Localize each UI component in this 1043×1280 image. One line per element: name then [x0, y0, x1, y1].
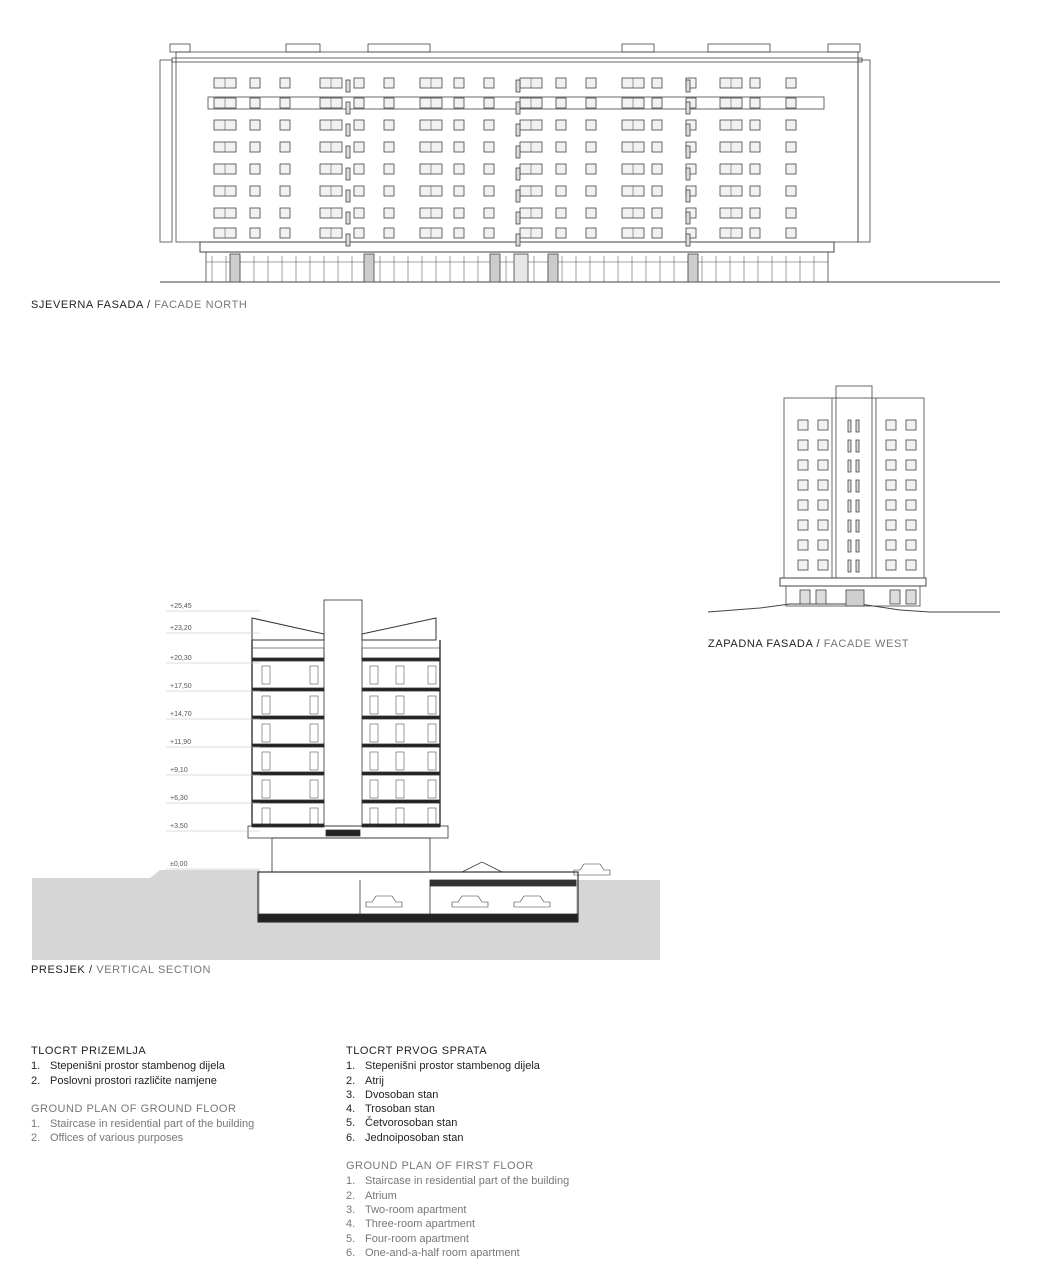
entrance-door: [846, 590, 864, 606]
legend-item: 2. Offices of various purposes: [31, 1132, 184, 1145]
legend-ground-floor: [31, 1044, 254, 1146]
door: [396, 724, 404, 742]
level-label: ±0,00: [170, 861, 188, 868]
window: [798, 420, 808, 430]
window: [454, 186, 464, 196]
legend-item: 5. Četvorosoban stan: [346, 1117, 458, 1130]
window: [454, 120, 464, 130]
door: [310, 780, 318, 798]
window: [886, 420, 896, 430]
door: [310, 724, 318, 742]
window: [484, 120, 494, 130]
side-wall-right: [858, 60, 870, 242]
floor-slab: [362, 658, 440, 661]
stair-slit: [686, 212, 690, 224]
window: [454, 164, 464, 174]
window: [586, 186, 596, 196]
door: [262, 752, 270, 770]
window: [818, 500, 828, 510]
window: [484, 208, 494, 218]
window: [354, 186, 364, 196]
window: [280, 78, 290, 88]
stair-slit: [516, 168, 520, 180]
legend-item: 2. Atrium: [346, 1189, 397, 1202]
door: [310, 666, 318, 684]
door: [396, 666, 404, 684]
legend-item: 3. Dvosoban stan: [346, 1088, 439, 1101]
stair-tower: [836, 386, 872, 578]
door: [428, 780, 436, 798]
vertical-section-drawing: [0, 580, 680, 970]
main-entrance: [514, 254, 528, 282]
window: [652, 208, 662, 218]
window: [886, 540, 896, 550]
legend-first-title-local: TLOCRT PRVOG SPRATA: [346, 1045, 488, 1057]
window: [354, 142, 364, 152]
pavilion-roof: [462, 862, 502, 872]
stair-slit: [516, 124, 520, 136]
door: [370, 696, 378, 714]
entrance-door: [230, 254, 240, 282]
stair-slit: [516, 212, 520, 224]
stair-slit: [848, 500, 851, 512]
window: [556, 208, 566, 218]
floor-slab: [362, 772, 440, 775]
window: [556, 186, 566, 196]
window: [798, 440, 808, 450]
car: [366, 896, 402, 907]
stair-slit: [346, 212, 350, 224]
car: [452, 896, 488, 907]
stair-slit: [686, 190, 690, 202]
stair-slit: [686, 234, 690, 246]
window: [250, 186, 260, 196]
stair-slit: [848, 520, 851, 532]
stair-slit: [848, 460, 851, 472]
window: [818, 560, 828, 570]
window: [586, 208, 596, 218]
window: [786, 186, 796, 196]
window: [280, 228, 290, 238]
stair-slit: [856, 540, 859, 552]
window: [280, 120, 290, 130]
window: [586, 98, 596, 108]
window: [818, 540, 828, 550]
window: [250, 228, 260, 238]
window: [818, 420, 828, 430]
window: [750, 120, 760, 130]
floor-slab: [252, 772, 324, 775]
window: [798, 500, 808, 510]
window: [798, 520, 808, 530]
stair-slit: [856, 460, 859, 472]
stair-slit: [848, 560, 851, 572]
stair-slit: [346, 80, 350, 92]
roof-structure: [170, 44, 190, 52]
legend-item: 4. Three-room apartment: [346, 1218, 476, 1231]
window: [556, 142, 566, 152]
stair-slit: [686, 146, 690, 158]
stair-slit: [686, 102, 690, 114]
window: [384, 186, 394, 196]
window: [906, 460, 916, 470]
window: [556, 228, 566, 238]
roof-right: [362, 618, 436, 640]
window: [586, 120, 596, 130]
stair-core: [324, 600, 362, 826]
window: [384, 98, 394, 108]
window: [818, 460, 828, 470]
stair-slit: [346, 146, 350, 158]
door: [370, 724, 378, 742]
ground-window: [890, 590, 900, 604]
door: [370, 666, 378, 684]
window: [354, 228, 364, 238]
legend-ground-title-english: GROUND PLAN OF GROUND FLOOR: [31, 1102, 237, 1115]
window: [906, 560, 916, 570]
level-label: +20,30: [170, 655, 192, 662]
level-label: +17,50: [170, 683, 192, 690]
core-slab: [326, 830, 360, 836]
window: [798, 560, 808, 570]
window: [652, 186, 662, 196]
car: [514, 896, 550, 907]
window: [906, 440, 916, 450]
window: [556, 98, 566, 108]
window: [354, 164, 364, 174]
stair-slit: [856, 500, 859, 512]
window: [818, 440, 828, 450]
west-facade-drawing: [700, 380, 1000, 620]
window: [586, 78, 596, 88]
stair-slit: [346, 102, 350, 114]
floor-slab: [252, 716, 324, 719]
north-facade-drawing: [0, 0, 1043, 300]
legend-item: 6. One-and-a-half room apartment: [346, 1246, 520, 1259]
door: [310, 808, 318, 826]
window: [484, 186, 494, 196]
window: [484, 78, 494, 88]
west-caption-english: FACADE WEST: [823, 638, 910, 650]
level-label: +14,70: [170, 711, 192, 718]
legend-item: 1. Staircase in residential part of the building: [346, 1175, 570, 1188]
west-caption-local: ZAPADNA FASADA: [708, 638, 813, 650]
window: [786, 208, 796, 218]
stair-slit: [848, 440, 851, 452]
floor-slab: [252, 688, 324, 691]
door: [310, 696, 318, 714]
window: [750, 186, 760, 196]
window: [750, 142, 760, 152]
ground-floor-volume: [272, 838, 430, 872]
window: [354, 98, 364, 108]
roof-structure: [622, 44, 654, 52]
legend-item: 4. Trosoban stan: [346, 1103, 435, 1116]
level-label: +11,90: [170, 739, 192, 746]
window: [652, 78, 662, 88]
window: [818, 480, 828, 490]
window: [250, 142, 260, 152]
window: [786, 142, 796, 152]
level-label: +9,10: [170, 767, 188, 774]
roof-structure: [708, 44, 770, 52]
window: [484, 164, 494, 174]
window: [786, 164, 796, 174]
window: [818, 520, 828, 530]
window: [906, 500, 916, 510]
window: [384, 228, 394, 238]
door: [262, 666, 270, 684]
section-caption-english: VERTICAL SECTION: [96, 964, 212, 976]
floor-slab: [252, 824, 324, 827]
door: [262, 696, 270, 714]
legend-first-title-english: GROUND PLAN OF FIRST FLOOR: [346, 1160, 534, 1173]
window: [556, 78, 566, 88]
window: [556, 120, 566, 130]
window: [280, 164, 290, 174]
stair-slit: [856, 560, 859, 572]
stair-slit: [346, 190, 350, 202]
entrance-door: [548, 254, 558, 282]
legend-item: 1. Stepenišni prostor stambenog dijela: [346, 1060, 540, 1073]
window: [384, 78, 394, 88]
door: [310, 752, 318, 770]
window: [586, 142, 596, 152]
window: [250, 98, 260, 108]
level-label: +3,50: [170, 823, 188, 830]
foundation-slab: [258, 914, 578, 922]
window: [786, 120, 796, 130]
window: [652, 120, 662, 130]
legend-item: 1. Stepenišni prostor stambenog dijela: [31, 1060, 225, 1073]
window: [454, 142, 464, 152]
window: [250, 120, 260, 130]
door: [370, 808, 378, 826]
door: [262, 808, 270, 826]
window: [652, 228, 662, 238]
window: [906, 480, 916, 490]
floor-slab: [362, 800, 440, 803]
level-label: +6,30: [170, 795, 188, 802]
stair-slit: [346, 234, 350, 246]
window: [384, 208, 394, 218]
basement-slab: [430, 880, 576, 886]
window: [280, 98, 290, 108]
stair-slit: [686, 124, 690, 136]
window: [886, 460, 896, 470]
section-caption-local: PRESJEK: [31, 964, 86, 976]
window: [652, 142, 662, 152]
window: [280, 142, 290, 152]
legend-ground-items-local: [31, 1059, 254, 1088]
legend-item: 2. Poslovni prostori različite namjene: [31, 1074, 217, 1087]
window: [354, 208, 364, 218]
window: [886, 440, 896, 450]
entrance-door: [364, 254, 374, 282]
stair-slit: [848, 420, 851, 432]
stair-slit: [346, 124, 350, 136]
window: [250, 208, 260, 218]
level-label: +25,45: [170, 603, 192, 610]
ground-window: [906, 590, 916, 604]
level-label: +23,20: [170, 625, 192, 632]
floor-slab: [252, 658, 324, 661]
window: [750, 164, 760, 174]
side-wall-left: [160, 60, 172, 242]
stair-slit: [346, 168, 350, 180]
legend-item: 2. Atrij: [346, 1074, 384, 1087]
car: [574, 864, 610, 875]
window: [906, 540, 916, 550]
window: [750, 98, 760, 108]
floor-slab: [362, 688, 440, 691]
stair-slit: [856, 420, 859, 432]
window: [798, 540, 808, 550]
stair-slit: [686, 168, 690, 180]
window: [556, 164, 566, 174]
window: [484, 228, 494, 238]
window: [586, 164, 596, 174]
door: [428, 808, 436, 826]
door: [428, 752, 436, 770]
floor-slab: [362, 744, 440, 747]
window: [786, 78, 796, 88]
window: [652, 164, 662, 174]
door: [370, 780, 378, 798]
entrance-door: [688, 254, 698, 282]
roof-structure: [368, 44, 430, 52]
window: [384, 164, 394, 174]
roof-structure: [828, 44, 860, 52]
stair-slit: [516, 234, 520, 246]
entrance-door: [490, 254, 500, 282]
legend-ground-title-local: TLOCRT PRIZEMLJA: [31, 1045, 147, 1057]
stair-slit: [856, 440, 859, 452]
stair-slit: [856, 520, 859, 532]
legend-item: 6. Jednoiposoban stan: [346, 1131, 464, 1144]
legend-item: 1. Staircase in residential part of the building: [31, 1118, 255, 1131]
window: [454, 208, 464, 218]
window: [250, 78, 260, 88]
door: [428, 724, 436, 742]
door: [396, 752, 404, 770]
window: [586, 228, 596, 238]
window: [484, 98, 494, 108]
west-facade-caption: ZAPADNA FASADA / FACADE WEST: [708, 638, 910, 650]
ground-window: [800, 590, 810, 604]
window: [786, 98, 796, 108]
window: [652, 98, 662, 108]
door: [262, 724, 270, 742]
door: [396, 696, 404, 714]
stair-slit: [848, 540, 851, 552]
north-caption-english: FACADE NORTH: [154, 299, 248, 311]
window: [906, 420, 916, 430]
floor-slab: [252, 744, 324, 747]
stair-slit: [848, 480, 851, 492]
ground-window: [816, 590, 826, 604]
north-caption-local: SJEVERNA FASADA: [31, 299, 144, 311]
legend-item: 3. Two-room apartment: [346, 1203, 467, 1216]
door: [262, 780, 270, 798]
window: [886, 560, 896, 570]
window: [384, 120, 394, 130]
window: [454, 228, 464, 238]
ground-mass: [32, 870, 260, 960]
stair-slit: [516, 102, 520, 114]
ground-cornice: [780, 578, 926, 586]
door: [428, 696, 436, 714]
window: [798, 480, 808, 490]
door: [396, 808, 404, 826]
window: [250, 164, 260, 174]
window: [750, 208, 760, 218]
stair-slit: [516, 190, 520, 202]
floor-slab: [252, 800, 324, 803]
legend-item: 5. Four-room apartment: [346, 1232, 469, 1245]
floor-slab: [362, 716, 440, 719]
stair-slit: [516, 80, 520, 92]
door: [370, 752, 378, 770]
legend-ground-items-english: [31, 1117, 254, 1146]
roof-left: [252, 618, 324, 640]
window: [786, 228, 796, 238]
window: [750, 228, 760, 238]
window: [886, 480, 896, 490]
window: [750, 78, 760, 88]
window: [354, 120, 364, 130]
window: [484, 142, 494, 152]
window: [886, 520, 896, 530]
legend-first-floor: [346, 1044, 569, 1260]
stair-slit: [856, 480, 859, 492]
stair-slit: [686, 80, 690, 92]
roof-parapet: [172, 58, 862, 62]
window: [280, 186, 290, 196]
window: [454, 98, 464, 108]
window: [280, 208, 290, 218]
window: [886, 500, 896, 510]
legend-first-items-english: [346, 1174, 569, 1260]
stair-slit: [516, 146, 520, 158]
floor-slab: [362, 824, 440, 827]
door: [396, 780, 404, 798]
door: [428, 666, 436, 684]
window: [454, 78, 464, 88]
north-facade-caption: SJEVERNA FASADA / FACADE NORTH: [31, 299, 248, 311]
window: [798, 460, 808, 470]
legend-first-items-local: [346, 1059, 569, 1145]
section-caption: PRESJEK / VERTICAL SECTION: [31, 964, 212, 976]
roof-structure: [286, 44, 320, 52]
window: [384, 142, 394, 152]
window: [906, 520, 916, 530]
window: [354, 78, 364, 88]
